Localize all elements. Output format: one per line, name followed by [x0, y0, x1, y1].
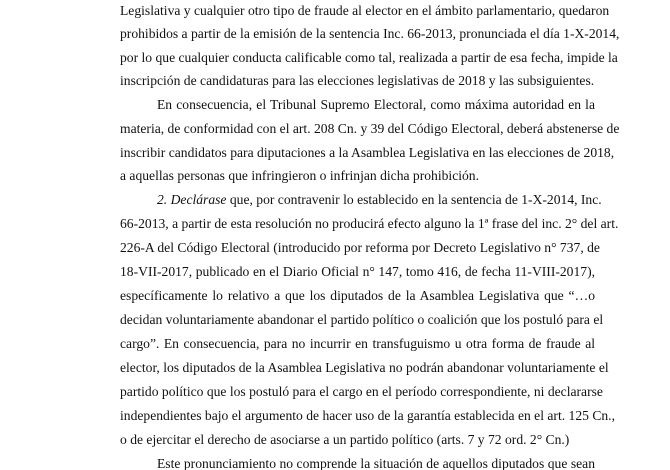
paragraph-3-line-4: 18-VII-2017, publicado en el Diario Oficial n° 147, tomo 416, de fecha 11-VIII-2017),: [120, 264, 595, 279]
paragraph-1-line-2: prohibidos a partir de la emisión de la sentencia Inc. 66-2013, pronunciada el día 1-X-2014,: [120, 26, 620, 41]
paragraph-3-line-1-text: que, por contravenir lo establecido en la sentencia de 1-X-2014, Inc.: [226, 192, 602, 207]
paragraph-1-line-4: inscripción de candidaturas para las elecciones legislativas de 2018 y las subsiguientes.: [120, 73, 595, 88]
paragraph-3-line-3: 226-A del Código Electoral (introducido por reforma por Decreto Legislativo n° 737, de: [120, 240, 600, 255]
paragraph-3-line-6: decidan voluntariamente abandonar el partido político o coalición que los postuló para el: [120, 312, 604, 327]
paragraph-2-line-1: En consecuencia, el Tribunal Supremo Electoral, como máxima autoridad en la: [157, 97, 595, 112]
paragraph-3-line-8: elector, los diputados de la Asamblea Legislativa no podrán abandonar voluntariamente el: [120, 360, 609, 375]
paragraph-4-line-1: Este pronunciamiento no comprende la situación de aquellos diputados que sean: [157, 456, 595, 470]
declarase-italic-lead: 2. Declárase: [157, 192, 227, 207]
paragraph-3-line-5: específicamente lo relativo a que los diputados de la Asamblea Legislativa que “…o: [120, 288, 595, 303]
paragraph-3-line-11: o de ejercitar el derecho de asociarse a un partido político (arts. 7 y 72 ord. 2° Cn.): [120, 432, 570, 447]
paragraph-1-line-3: por lo que cualquier conducta calificable como tal, realizada a partir de esa fecha, impide la: [120, 50, 618, 65]
paragraph-2-line-3: inscribir candidatos para diputaciones a la Asamblea Legislativa en las elecciones de 2018,: [120, 145, 615, 160]
paragraph-3-line-9: partido político que los postuló para el cargo en el período correspondiente, ni declararse: [120, 384, 603, 399]
paragraph-3-line-10: independientes bajo el argumento de hacer uso de la garantía establecida en el art. 125 Cn.,: [120, 408, 615, 423]
paragraph-3-line-2: 66-2013, a partir de esta resolución no producirá efecto alguno la 1ª frase del inc. 2° del art.: [120, 216, 619, 231]
paragraph-2-line-4: a aquellas personas que infringieron o infrinjan dicha prohibición.: [120, 168, 479, 183]
paragraph-1-line-1: Legislativa y cualquier otro tipo de fraude al elector en el ámbito parlamentario, quedaron: [120, 3, 610, 18]
paragraph-2-line-2: materia, de conformidad con el art. 208 Cn. y 39 del Código Electoral, deberá abstenerse de: [120, 121, 620, 136]
paragraph-3-line-7: cargo”. En consecuencia, para no incurrir en transfuguismo u otra forma de fraude al: [120, 336, 595, 351]
paragraph-3-line-1: [157, 192, 602, 208]
